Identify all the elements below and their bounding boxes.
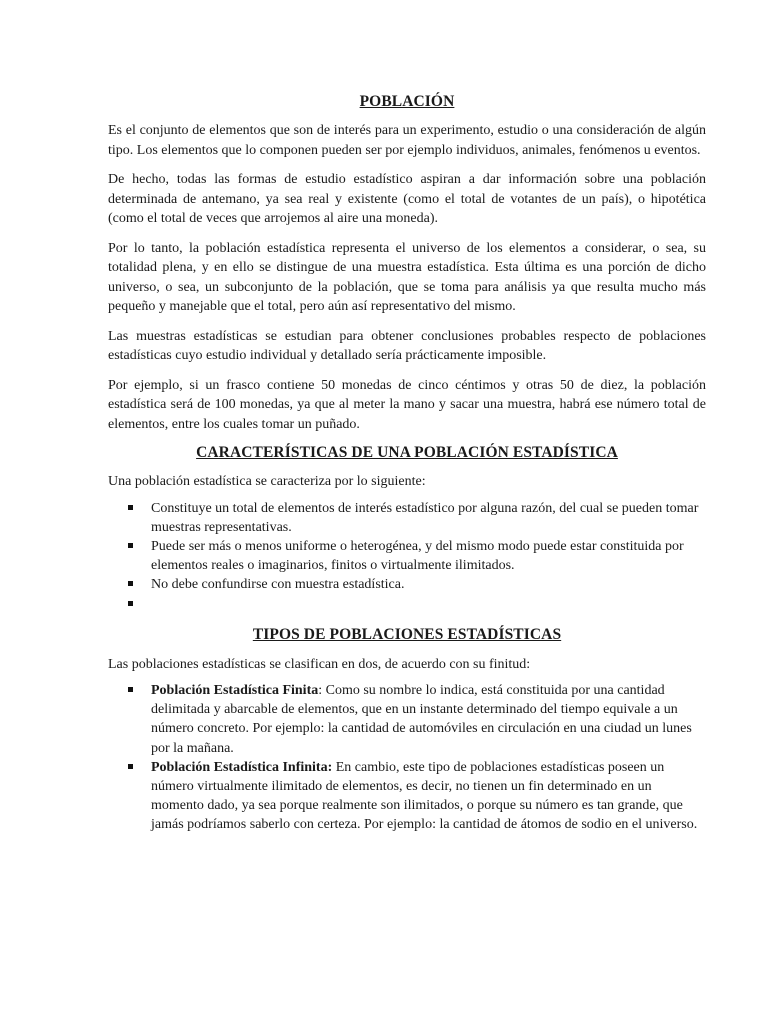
bullet-icon: [128, 505, 133, 510]
type-term: Población Estadística Finita: [151, 683, 319, 699]
section-heading-types: TIPOS DE POBLACIONES ESTADÍSTICAS: [252, 625, 562, 643]
type-description: En cambio, este tipo de poblaciones estadísticas poseen un número virtualmente ilimitado de elementos, es decir, no tienen un fin determinado en un momento dado, ya sea porque realmente son ilimitados, o porque su número es tan grande, que jamás podríamos saberlo con certeza. Por ejemplo: la cantidad de átomos de sodio en el universo.: [151, 759, 698, 833]
paragraph-universe: Por lo tanto, la población estadística representa el universo de los elementos a considerar, o sea, su totalidad plena, y en ello se distingue de una muestra estadística. Esta última es una porción de dicho universo, o sea, un subconjunto de la población, que se toma para análisis ya que resulta mucho más pequeño y manejable que el total, pero aún así representativo del mismo.: [108, 240, 706, 314]
page-title: POBLACIÓN: [359, 93, 455, 110]
section-heading-characteristics: CARACTERÍSTICAS DE UNA POBLACIÓN ESTADÍSTICA: [196, 444, 618, 461]
list-item-text: No debe confundirse con muestra estadística.: [151, 577, 405, 593]
characteristics-intro: Una población estadística se caracteriza por lo siguiente:: [108, 474, 426, 489]
paragraph-example: Por ejemplo, si un frasco contiene 50 monedas de cinco céntimos y otras 50 de diez, la población estadística será de 100 monedas, ya que al meter la mano y sacar una muestra, habrá ese número total de elementos, entre los cuales tomar un puñado.: [108, 377, 706, 432]
list-item: [108, 537, 706, 575]
list-item: [108, 758, 706, 835]
list-item: [108, 575, 706, 594]
list-item: [108, 595, 706, 614]
list-item: [108, 681, 706, 758]
type-term: Población Estadística Infinita:: [151, 759, 333, 775]
list-item-text: Constituye un total de elementos de interés estadístico por alguna razón, del cual se pueden tomar muestras representativas.: [151, 500, 699, 535]
bullet-icon: [128, 764, 133, 769]
types-list: [108, 681, 706, 835]
bullet-icon: [128, 581, 133, 586]
types-intro: Las poblaciones estadísticas se clasifican en dos, de acuerdo con su finitud:: [108, 656, 531, 672]
paragraph-definition: Es el conjunto de elementos que son de interés para un experimento, estudio o una consideración de algún tipo. Los elementos que lo componen pueden ser por ejemplo individuos, animales, fenómenos u eventos.: [108, 123, 706, 158]
paragraph-purpose: De hecho, todas las formas de estudio estadístico aspiran a dar información sobre una población determinada de antemano, ya sea real y existente (como el total de votantes de un país), o hipotética (como el total de veces que arrojemos al aire una moneda).: [108, 172, 706, 226]
bullet-icon: [128, 543, 133, 548]
bullet-icon: [128, 601, 133, 606]
bullet-icon: [128, 687, 133, 692]
characteristics-list: [108, 499, 706, 614]
paragraph-samples: Las muestras estadísticas se estudian para obtener conclusiones probables respecto de poblaciones estadísticas cuyo estudio individual y detallado sería prácticamente imposible.: [108, 328, 706, 363]
list-item: [108, 499, 706, 537]
type-description: : Como su nombre lo indica, está constituida por una cantidad delimitada y abarcable de elementos, que en un instante determinado del tiempo equivale a un número concreto. Por ejemplo: la cantidad de automóviles en circulación en una ciudad un lunes por la mañana.: [151, 683, 692, 756]
list-item-text: Puede ser más o menos uniforme o heterogénea, y del mismo modo puede estar constituida por elementos reales o imaginarios, finitos o virtualmente ilimitados.: [151, 538, 684, 574]
